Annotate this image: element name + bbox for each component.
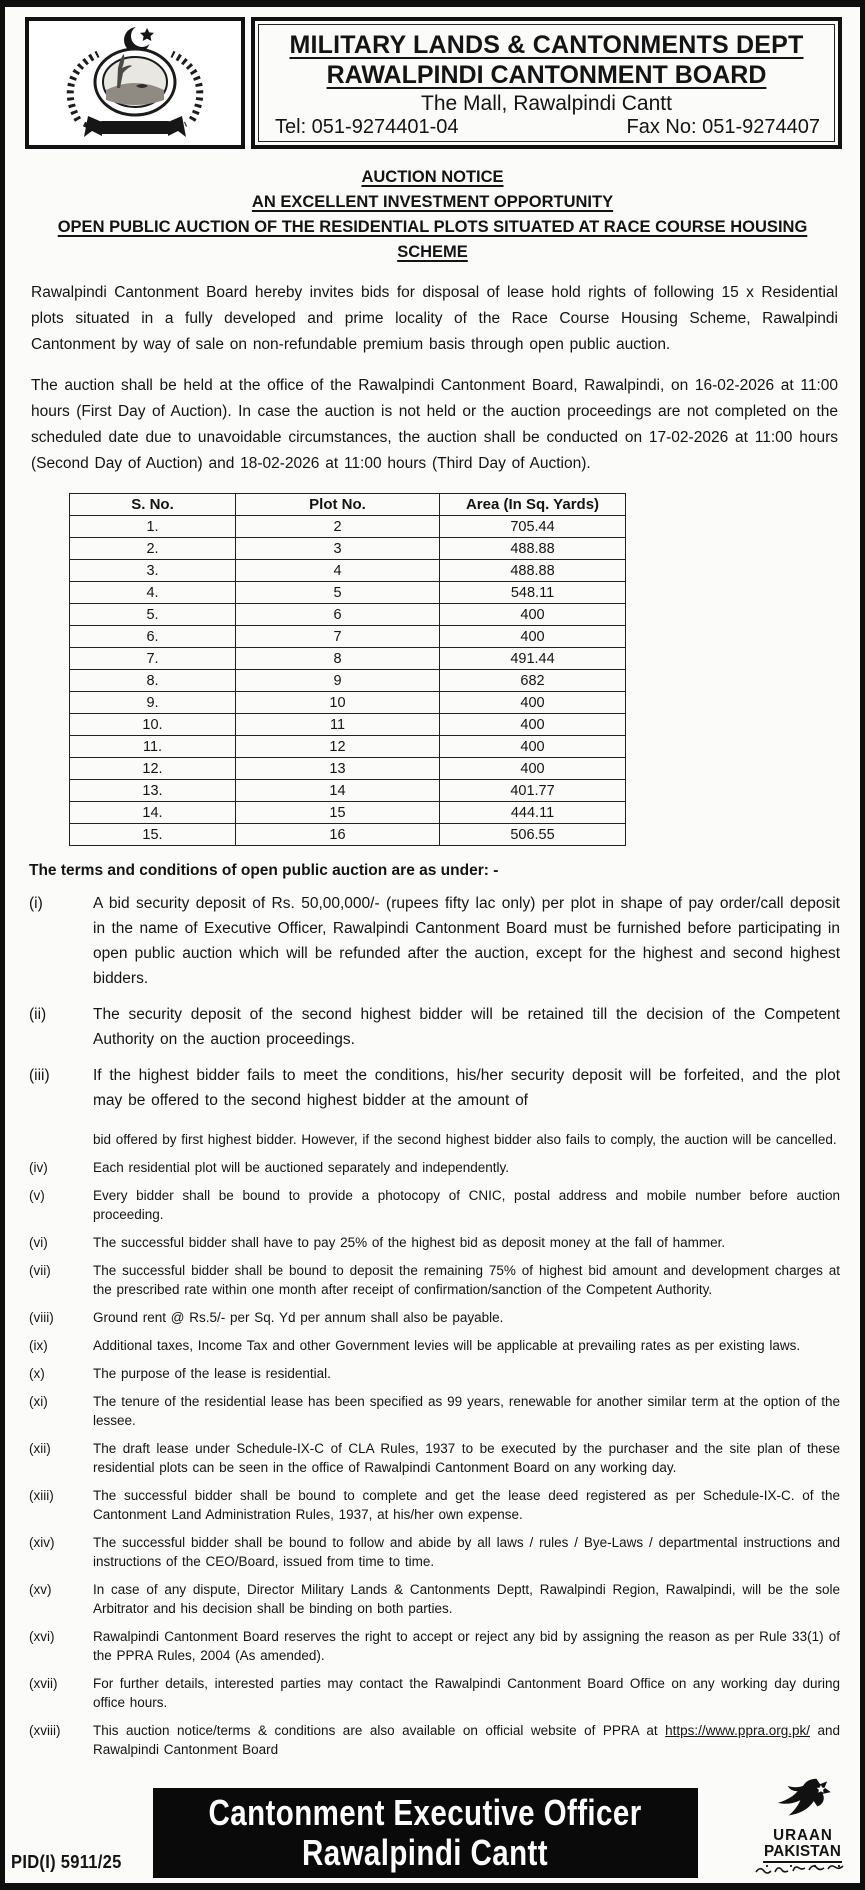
term-text: For further details, interested parties may contact the Rawalpindi Cantonment Board Office on any working day during office hours. [93, 1676, 840, 1710]
term-item [29, 1130, 840, 1149]
urdu-tagline-script [753, 1864, 853, 1876]
term-item [29, 891, 840, 991]
term-number: (iii) [29, 1067, 50, 1084]
document-footer [5, 1781, 860, 1883]
cell-plot: 15 [236, 802, 440, 824]
term-number: (vi) [29, 1235, 48, 1250]
cell-area: 682 [440, 670, 626, 692]
cell-serial: 15. [70, 824, 236, 846]
cell-plot: 7 [236, 626, 440, 648]
table-row [70, 626, 626, 648]
term-item [29, 1364, 840, 1383]
table-row [70, 604, 626, 626]
open-auction-subtitle: OPEN PUBLIC AUCTION OF THE RESIDENTIAL PLOTS SITUATED AT RACE COURSE HOUSING SCHEME [57, 218, 808, 261]
col-header-serial: S. No. [70, 494, 236, 516]
table-row [70, 780, 626, 802]
term-text: A bid security deposit of Rs. 50,00,000/- (rupees fifty lac only) per plot in shape of pay order/call deposit in the name of Executive Officer, Rawalpindi Cantonment Board must be furnished before participating in open public auction which will be refunded after the auction, except for the highest and second highest bidders. [93, 895, 840, 987]
term-item [29, 1186, 840, 1224]
table-row [70, 516, 626, 538]
table-row [70, 582, 626, 604]
term-item [29, 1439, 840, 1477]
term-number: (xiii) [29, 1488, 54, 1503]
term-number: (ii) [29, 1006, 47, 1023]
cell-plot: 16 [236, 824, 440, 846]
signatory-location: Rawalpindi Cantt [302, 1832, 549, 1873]
cantonment-board-logo-box [25, 17, 245, 149]
table-row [70, 802, 626, 824]
table-row [70, 692, 626, 714]
term-text: The successful bidder shall be bound to complete and get the lease deed registered as per Schedule-IX-C. of the Cantonment Land Administration Rules, 1937, at his/her own expense. [93, 1488, 840, 1522]
cell-serial: 8. [70, 670, 236, 692]
term-text: The successful bidder shall have to pay 25% of the highest bid as deposit money at the fall of hammer. [93, 1235, 726, 1250]
term-number: (xvii) [29, 1676, 58, 1691]
term-item [29, 1158, 840, 1177]
telephone-number: Tel: 051-9274401-04 [275, 116, 459, 138]
table-row [70, 714, 626, 736]
board-name: RAWALPINDI CANTONMENT BOARD [326, 61, 767, 89]
plots-table-body [70, 516, 626, 846]
plots-table-header-row [70, 494, 626, 516]
term-number: (xii) [29, 1441, 51, 1456]
term-item [29, 1533, 840, 1571]
uraan-wordmark: URAAN [773, 1827, 833, 1844]
table-row [70, 824, 626, 846]
cell-area: 400 [440, 604, 626, 626]
term-number: (xiv) [29, 1535, 55, 1550]
term-text: The tenure of the residential lease has been specified as 99 years, renewable for another similar term at the option of the lessee. [93, 1394, 840, 1428]
term-number: (vii) [29, 1263, 51, 1278]
term-item [29, 1721, 840, 1759]
cell-plot: 10 [236, 692, 440, 714]
cell-serial: 2. [70, 538, 236, 560]
cell-area: 491.44 [440, 648, 626, 670]
table-row [70, 758, 626, 780]
cantonment-board-crest-icon [40, 24, 230, 142]
term-text: Every bidder shall be bound to provide a photocopy of CNIC, postal address and mobile number before auction proceeding. [93, 1188, 840, 1222]
cell-serial: 11. [70, 736, 236, 758]
cell-serial: 7. [70, 648, 236, 670]
department-title-box [251, 17, 842, 149]
cell-area: 548.11 [440, 582, 626, 604]
term-item [29, 1627, 840, 1665]
board-address: The Mall, Rawalpindi Cantt [421, 92, 672, 115]
uraan-pakistan-logo [744, 1776, 862, 1881]
term-number: (x) [29, 1366, 45, 1381]
term-text: Ground rent @ Rs.5/- per Sq. Yd per annum shall also be payable. [93, 1310, 504, 1325]
fax-number: Fax No: 051-9274407 [626, 116, 820, 138]
signatory-banner [153, 1788, 698, 1878]
table-row [70, 670, 626, 692]
cell-plot: 4 [236, 560, 440, 582]
ppra-website-link[interactable]: https://www.ppra.org.pk/ [665, 1723, 810, 1738]
cell-area: 400 [440, 626, 626, 648]
intro-paragraph: Rawalpindi Cantonment Board hereby invites bids for disposal of lease hold rights of following 15 x Residential plots situated in a fully developed and prime locality of the Race Course Housing Scheme, Rawalpindi Cantonment by way of sale on non-refundable premium basis through open public auction. [31, 284, 838, 353]
cell-serial: 13. [70, 780, 236, 802]
auction-notice-title: AUCTION NOTICE [361, 168, 504, 186]
term-text: The successful bidder shall be bound to deposit the remaining 75% of highest bid amount and development charges at the prescribed rate within one month after receipt of confirmation/sanction of the Competent Authority. [93, 1263, 840, 1297]
term-text: In case of any dispute, Director Military Lands & Cantonments Deptt, Rawalpindi Region, Rawalpindi, will be the sole Arbitrator and his decision shall be binding on both parties. [93, 1582, 840, 1616]
term-item [29, 1486, 840, 1524]
cell-serial: 9. [70, 692, 236, 714]
cell-area: 400 [440, 758, 626, 780]
term-number: (v) [29, 1188, 45, 1203]
cell-plot: 5 [236, 582, 440, 604]
cell-plot: 14 [236, 780, 440, 802]
cell-area: 400 [440, 714, 626, 736]
investment-opportunity-subtitle: AN EXCELLENT INVESTMENT OPPORTUNITY [251, 193, 614, 211]
cell-serial: 5. [70, 604, 236, 626]
col-header-plot: Plot No. [236, 494, 440, 516]
term-item [29, 1233, 840, 1252]
table-row [70, 736, 626, 758]
cell-area: 488.88 [440, 560, 626, 582]
term-item [29, 1392, 840, 1430]
term-number: (xviii) [29, 1723, 61, 1738]
cell-area: 705.44 [440, 516, 626, 538]
cell-area: 506.55 [440, 824, 626, 846]
cell-serial: 1. [70, 516, 236, 538]
cell-serial: 6. [70, 626, 236, 648]
term-item [29, 1308, 840, 1327]
cell-serial: 3. [70, 560, 236, 582]
falcon-icon [771, 1776, 835, 1828]
signatory-title: Cantonment Executive Officer [208, 1792, 643, 1833]
cell-plot: 6 [236, 604, 440, 626]
term-text: Additional taxes, Income Tax and other Government levies will be applicable at prevailing rates as per existing laws. [93, 1338, 801, 1353]
table-row [70, 560, 626, 582]
plots-table [69, 493, 626, 846]
term-number: (i) [29, 895, 43, 912]
term-item [29, 1336, 840, 1355]
term-text: If the highest bidder fails to meet the conditions, his/her security deposit will be forfeited, and the plot may be offered to the second highest bidder at the amount of [93, 1067, 840, 1109]
cell-area: 488.88 [440, 538, 626, 560]
cell-plot: 9 [236, 670, 440, 692]
term-text: bid offered by first highest bidder. However, if the second highest bidder also fails to comply, the auction will be cancelled. [93, 1132, 837, 1147]
term-text: The purpose of the lease is residential. [93, 1366, 331, 1381]
cell-plot: 3 [236, 538, 440, 560]
cell-serial: 10. [70, 714, 236, 736]
cell-plot: 11 [236, 714, 440, 736]
col-header-area: Area (In Sq. Yards) [440, 494, 626, 516]
term-number: (viii) [29, 1310, 54, 1325]
term-text: The draft lease under Schedule-IX-C of CLA Rules, 1937 to be executed by the purchaser and the site plan of these residential plots can be seen in the office of Rawalpindi Cantonment Board on any working day. [93, 1441, 840, 1475]
notice-titles [5, 165, 860, 265]
term-item [29, 1674, 840, 1712]
term-item [29, 1063, 840, 1113]
table-row [70, 538, 626, 560]
term-item [29, 1580, 840, 1618]
term-item [29, 1261, 840, 1299]
document-header [25, 17, 842, 149]
cell-area: 400 [440, 736, 626, 758]
cell-area: 400 [440, 692, 626, 714]
term-text: Rawalpindi Cantonment Board reserves the right to accept or reject any bid by assigning the reason as per Rule 33(1) of the PPRA Rules, 2004 (As amended). [93, 1629, 840, 1663]
department-name: MILITARY LANDS & CANTONMENTS DEPT [289, 31, 804, 59]
term-text: The successful bidder shall be bound to follow and abide by all laws / rules / Bye-Laws / departmental instructions and instructions of the CEO/Board, issued from time to time. [93, 1535, 840, 1569]
pakistan-wordmark: PAKISTAN [764, 1843, 843, 1863]
cell-serial: 12. [70, 758, 236, 780]
terms-heading: The terms and conditions of open public auction are as under: - [29, 862, 499, 879]
cell-serial: 4. [70, 582, 236, 604]
term-text: This auction notice/terms & conditions are also available on official website of PPRA at https://www.ppra.org.pk/ and Rawalpindi Cantonment Board [93, 1723, 841, 1757]
term-number: (xvi) [29, 1629, 55, 1644]
pid-number: PID(I) 5911/25 [11, 1852, 122, 1872]
cell-plot: 13 [236, 758, 440, 780]
term-item [29, 1002, 840, 1052]
term-number [29, 1130, 93, 1149]
cell-plot: 8 [236, 648, 440, 670]
table-row [70, 648, 626, 670]
term-number: (xi) [29, 1394, 48, 1409]
cell-plot: 12 [236, 736, 440, 758]
cell-area: 444.11 [440, 802, 626, 824]
term-number: (iv) [29, 1160, 48, 1175]
term-number: (ix) [29, 1338, 48, 1353]
terms-list [29, 891, 840, 1759]
cell-area: 401.77 [440, 780, 626, 802]
cell-plot: 2 [236, 516, 440, 538]
cell-serial: 14. [70, 802, 236, 824]
term-number: (xv) [29, 1582, 52, 1597]
schedule-paragraph: The auction shall be held at the office of the Rawalpindi Cantonment Board, Rawalpindi, on 16-02-2026 at 11:00 hours (First Day of Auction). In case the auction is not held or the auction proceedings are not completed on the scheduled date due to unavoidable circumstances, the auction shall be conducted on 17-02-2026 at 11:00 hours (Second Day of Auction) and 18-02-2026 at 11:00 hours (Third Day of Auction). [31, 377, 838, 472]
term-text: The security deposit of the second highest bidder will be retained till the decision of the Competent Authority on the auction proceedings. [93, 1006, 840, 1048]
term-text: Each residential plot will be auctioned separately and independently. [93, 1160, 510, 1175]
